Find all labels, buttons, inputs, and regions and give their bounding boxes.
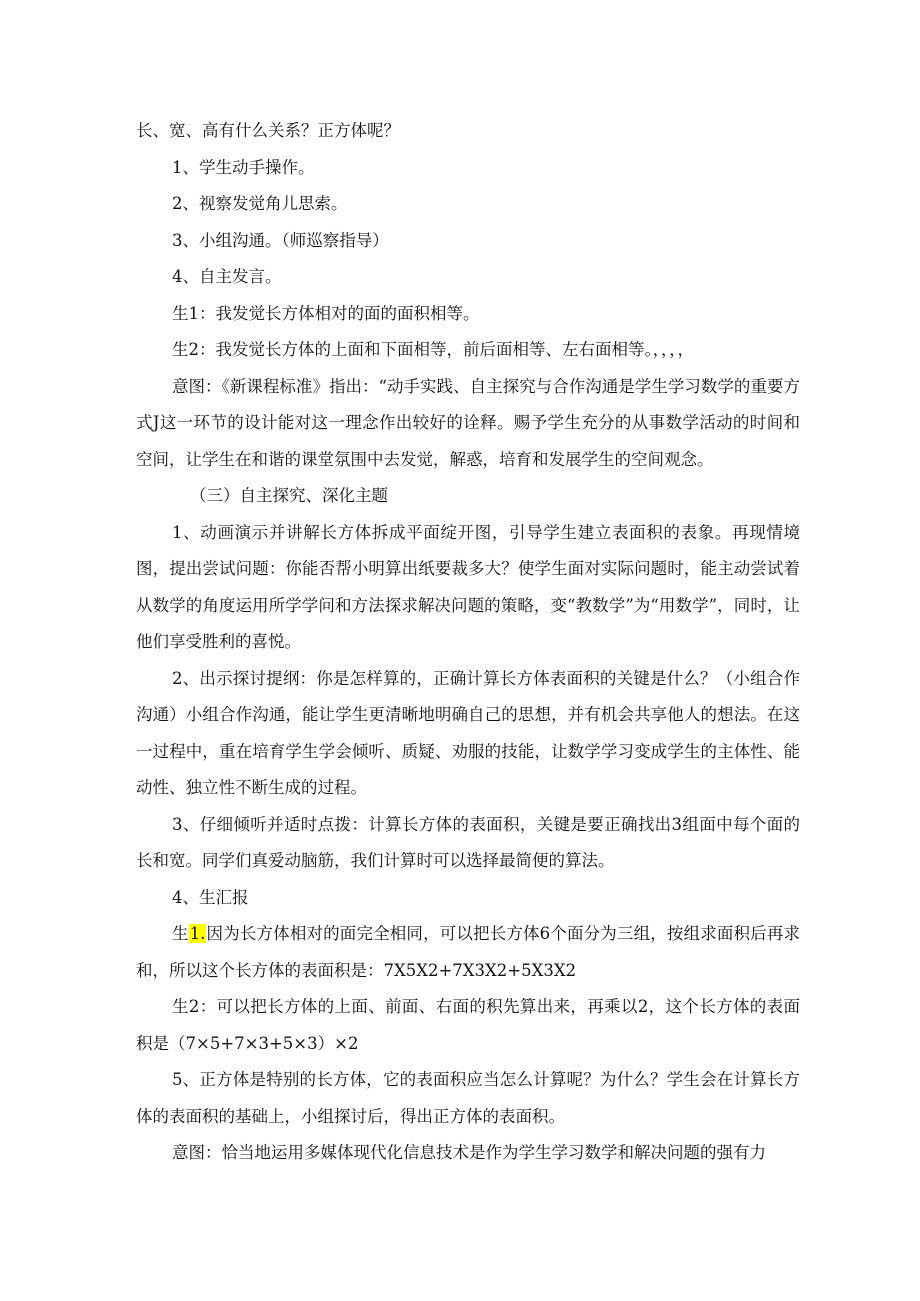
- explore-step-4: 4、生汇报: [172, 887, 249, 907]
- student-1-answer: 生1：我发觉长方体相对的面的面积相等。: [172, 303, 480, 323]
- student-report-1-text: 因为长方体相对的面完全相同，可以把长方体6个面分为三组，按组求面积后再求和，所以这个长方体的表面积是：7X5X2+7X3X2+5X3X2: [136, 924, 800, 980]
- paragraph-continuation: 长、宽、高有什么关系？正方体呢？: [136, 121, 400, 140]
- intent-paragraph-2: 意图：恰当地运用多媒体现代化信息技术是作为学生学习数学和解决问题的强有力: [172, 1143, 766, 1162]
- explore-step-2: 2、出示探讨提纲：你是怎样算的，正确计算长方体表面积的关键是什么？（小组合作沟通）小组合作沟通，能让学生更清晰地明确自己的思想，并有机会共享他人的想法。在这一过程中，重在培育学生学会倾听、质疑、劝服的技能，让数学学习变成学生的主体性、能动性、独立性不断生成的过程。: [136, 668, 800, 797]
- student-2-answer: 生2：我发觉长方体的上面和下面相等，前后面相等、左右面相等。，，，，: [172, 340, 694, 359]
- step-4: 4、自主发言。: [172, 267, 282, 286]
- step-3: 3、小组沟通。（师巡察指导）: [172, 230, 389, 250]
- student-report-2: 生2：可以把长方体的上面、前面、右面的积先算出来，再乘以2，这个长方体的表面积是（7×5+7×3+5×3）×2: [136, 997, 800, 1053]
- student-report-1: [136, 916, 800, 989]
- step-2: 2、视察发觉角儿思索。: [172, 194, 348, 213]
- intent-paragraph-1: 意图：《新课程标准》指出：“动手实践、自主探究与合作沟通是学生学习数学的重要方式J这一环节的设计能对这一理念作出较好的诠释。赐予学生充分的从事数学活动的时间和空间，让学生在和谐的课堂氛围中去发觉，解惑，培育和发展学生的空间观念。: [136, 376, 800, 469]
- explore-step-3: 3、仔细倾听并适时点拨：计算长方体的表面积，关键是要正确找出3组面中每个面的长和宽。同学们真爱动脑筋，我们计算时可以选择最简便的算法。: [136, 814, 800, 870]
- student-report-1-prefix: 生: [172, 924, 189, 943]
- step-1: 1、学生动手操作。: [172, 157, 315, 177]
- explore-step-1: 1、动画演示并讲解长方体拆成平面绽开图，引导学生建立表面积的表象。再现情境图，提出尝试问题：你能否帮小明算出纸要裁多大？使学生面对实际问题时，能主动尝试着从数学的角度运用所学学问和方法探求解决问题的策略，变“教数学”为“用数学”，同时，让他们享受胜利的喜悦。: [136, 522, 800, 651]
- highlighted-number: 1.: [189, 924, 206, 943]
- section-heading-3: （三）自主探究、深化主题: [190, 486, 388, 505]
- explore-step-5: 5、正方体是特别的长方体，它的表面积应当怎么计算呢？为什么？学生会在计算长方体的表面积的基础上，小组探讨后，得出正方体的表面积。: [136, 1070, 800, 1126]
